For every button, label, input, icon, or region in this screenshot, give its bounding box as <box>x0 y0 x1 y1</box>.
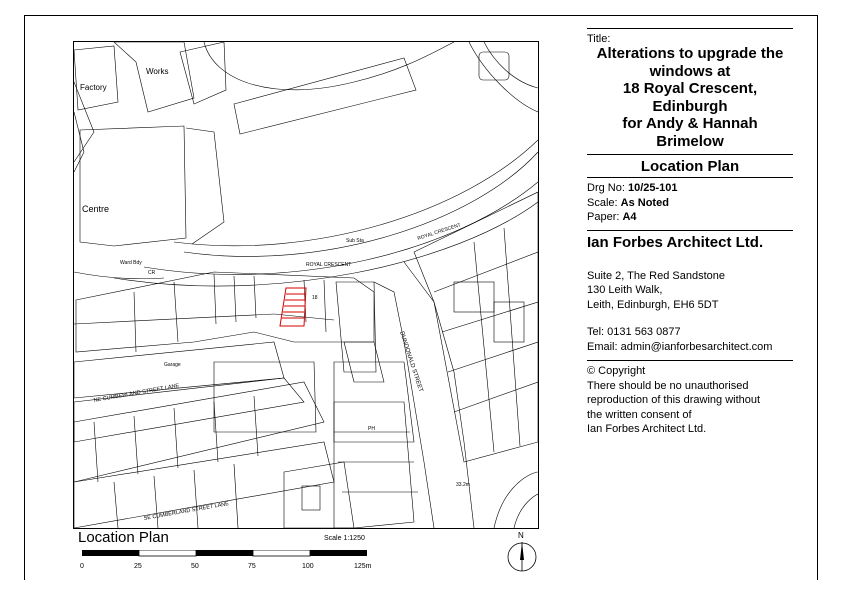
copyright-line: © Copyright <box>587 365 646 377</box>
title-block <box>587 28 793 437</box>
scale-tick-100: 100 <box>302 563 314 570</box>
email: Email: admin@ianforbesarchitect.com <box>587 340 773 353</box>
pub-label: PH <box>368 426 375 432</box>
large-building <box>234 58 416 134</box>
drawing-info <box>587 178 793 230</box>
title-line: Alterations to upgrade the <box>596 45 784 62</box>
site-number-label: 18 <box>312 295 318 301</box>
location-map <box>73 41 539 529</box>
drawing-number-label: Drg No: <box>587 182 625 194</box>
copyright-notice <box>587 361 793 437</box>
paper-row <box>587 210 793 225</box>
royal-crescent-label: ROYAL CRESCENT <box>306 262 352 268</box>
title-line: windows at <box>649 62 731 80</box>
address-line: 130 Leith Walk, <box>587 284 663 296</box>
plan-name: Location Plan <box>640 158 740 175</box>
royal-crescent-terrace <box>76 272 374 352</box>
title-line: Edinburgh <box>652 97 728 115</box>
substation-label: Sub Sta <box>346 238 364 244</box>
spot-height-label: 33.2m <box>456 482 470 488</box>
centre-label: Centre <box>82 204 110 214</box>
scale-tick-125: 125m <box>354 563 372 570</box>
address-line: Suite 2, The Red Sandstone <box>587 269 726 282</box>
title-line: for Andy & Hannah Brimelow <box>622 115 758 150</box>
scale-ratio-label: Scale 1:1250 <box>324 535 365 542</box>
telephone: Tel: 0131 563 0877 <box>587 326 681 338</box>
ne-cumberland-label: NE CUMBERLAND STREET LANE <box>93 383 180 404</box>
cr-label: CR <box>148 270 156 276</box>
ward-boundary-label: Ward Bdy <box>120 260 142 266</box>
copyright-line: the written consent of <box>587 408 692 421</box>
works-building <box>114 42 194 112</box>
se-cumberland-label: SE CUMBERLAND STREET LANE <box>143 501 230 522</box>
centre-building <box>80 126 186 246</box>
address-line: Leith, Edinburgh, EH6 5DT <box>587 298 719 311</box>
factory-label: Factory <box>80 83 107 92</box>
scale-tick-75: 75 <box>248 563 256 570</box>
scale-row <box>587 196 793 211</box>
site-outline <box>280 288 306 326</box>
location-plan-heading: Location Plan <box>78 529 169 546</box>
garage-label: Garage <box>164 362 181 368</box>
copyright-line: There should be no unauthorised <box>587 379 749 392</box>
north-label: N <box>518 531 524 540</box>
firm-address <box>587 269 793 313</box>
scale-bar <box>80 550 380 574</box>
firm-contact <box>587 325 793 360</box>
factory-building <box>74 46 118 110</box>
royal-crescent-label-2: ROYAL CRESCENT <box>416 222 462 242</box>
title-label: Title: <box>587 33 611 45</box>
scale-tick-0: 0 <box>80 563 84 570</box>
drawing-title <box>587 45 793 150</box>
drawing-number-row <box>587 181 793 196</box>
dundonald-street-label: DUNDONALD STREET <box>398 330 424 393</box>
title-line: 18 Royal Crescent, <box>622 80 758 97</box>
scale-tick-25: 25 <box>134 563 142 570</box>
paper-label: Paper: <box>587 211 620 223</box>
works-label: Works <box>146 67 169 76</box>
firm-name: Ian Forbes Architect Ltd. <box>587 233 764 251</box>
paper-value: A4 <box>622 211 637 223</box>
scale-tick-50: 50 <box>191 563 199 570</box>
scale-label: Scale: <box>587 196 618 209</box>
copyright-line: Ian Forbes Architect Ltd. <box>587 423 707 435</box>
copyright-line: reproduction of this drawing without <box>587 394 761 406</box>
scale-value: As Noted <box>620 196 669 209</box>
north-arrow-icon <box>505 530 539 574</box>
drawing-number-value: 10/25-101 <box>627 182 678 194</box>
